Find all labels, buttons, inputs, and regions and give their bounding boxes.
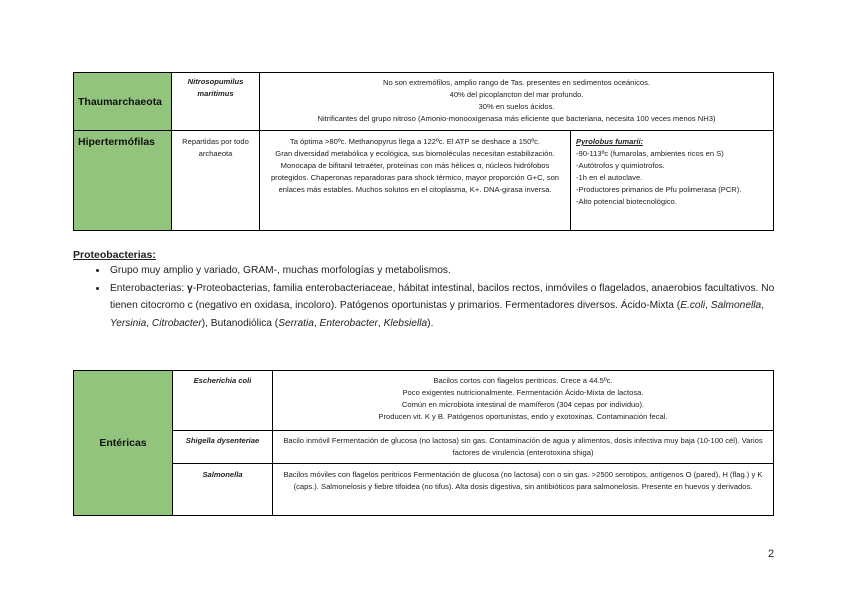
extra-line: -1h en el autoclave. bbox=[576, 173, 643, 182]
species-cell bbox=[173, 431, 273, 464]
separator: , bbox=[705, 300, 711, 311]
group-cell bbox=[74, 371, 173, 516]
group-name: Entéricas bbox=[99, 437, 147, 449]
separator: , bbox=[313, 317, 320, 329]
enterics-table bbox=[73, 370, 774, 516]
description-cell bbox=[273, 464, 774, 516]
species-salmonella: Salmonella bbox=[710, 300, 762, 311]
species-name: Escherichia coli bbox=[193, 376, 252, 385]
group-name: Hipertermófilas bbox=[78, 136, 156, 148]
table-row bbox=[74, 464, 774, 516]
bullet-text: Enterobacterias: bbox=[110, 282, 188, 294]
extra-line: -Alto potencial biotecnológico. bbox=[576, 197, 677, 206]
species-ecoli: E.coli bbox=[680, 300, 706, 311]
bullet-list bbox=[90, 262, 788, 332]
group-cell bbox=[74, 73, 172, 131]
separator: , bbox=[377, 317, 384, 329]
description-line: Producen vit. K y B. Patógenos oportunistas, endo y exotoxinas. Contaminación fecal. bbox=[378, 412, 668, 421]
species-cell bbox=[172, 73, 260, 131]
species-cell bbox=[173, 464, 273, 516]
extra-line: -Productores primarios de Pfu polimerasa (PCR). bbox=[576, 185, 742, 194]
description-cell bbox=[260, 131, 571, 231]
bullet-text: -Proteobacterias, familia enterobacteriaceae, hábitat intestinal, bacilos rectos, inmóviles o flagelados, anaerobios facultativos. No tienen citocromo c (negativo en oxidasa, incoloro). Patógenos oportunistas y primarios. Fermentadores diversos. Ácido-Mixta ( bbox=[110, 282, 775, 311]
page-number: 2 bbox=[768, 548, 775, 560]
section-title: Proteobacterias: bbox=[73, 249, 156, 261]
table-row bbox=[74, 371, 774, 431]
description-line: 40% del picoplancton del mar profundo. bbox=[449, 90, 584, 99]
bullet-text: ), Butanodiólica ( bbox=[201, 317, 279, 329]
group-cell bbox=[74, 131, 172, 231]
description-line: Monocapa de bifitanil tetraéter, proteínas con más hélices α, núcleos hidrófobos protegidos. Chaperonas reparadoras para shock térmico, mayor proporción G+C, son enlaces más estables. Muchos solutos en el citoplasma, K+. DNA-girasa inversa. bbox=[270, 161, 560, 194]
species-name: Nitrosopumilus maritimus bbox=[187, 77, 244, 98]
description-cell bbox=[260, 73, 774, 131]
species-name: Shigella dysenteriae bbox=[185, 436, 260, 445]
table-row bbox=[74, 431, 774, 464]
species-serratia: Serratia bbox=[278, 317, 314, 329]
list-item bbox=[108, 262, 788, 280]
separator: , bbox=[146, 317, 152, 329]
description-cell bbox=[273, 371, 774, 431]
description-line: No son extremófilos, amplio rango de Tas. presentes en sedimentos oceánicos. bbox=[382, 78, 651, 87]
list-item bbox=[108, 280, 788, 333]
group-name: Thaumarchaeota bbox=[78, 95, 163, 108]
description-line: Nitrificantes del grupo nitroso (Amonio-monooxigenasa más eficiente que bacteriana, necesita 100 veces menos NH3) bbox=[317, 114, 716, 123]
description-line: Ta óptima >80ºc. Methanopyrus llega a 122ºc. El ATP se deshace a 150ºc. bbox=[289, 137, 541, 146]
description-line: Bacilo inmóvil Fermentación de glucosa (no lactosa) sin gas. Contaminación de agua y alimentos, dosis infectiva muy baja (10-100 cél). Varios factores de virulencia (enterotoxina shiga) bbox=[283, 436, 763, 457]
species-citrobacter: Citrobacter bbox=[151, 317, 202, 329]
table-row bbox=[74, 131, 774, 231]
description-line: 30% en suelos ácidos. bbox=[478, 102, 555, 111]
species-name: Repartidas por todo archaeota bbox=[182, 137, 249, 158]
archaea-table bbox=[73, 72, 774, 231]
species-klebsiella: Klebsiella bbox=[383, 317, 428, 329]
species-enterobacter: Enterobacter bbox=[319, 317, 378, 329]
gamma-symbol: γ bbox=[187, 282, 193, 294]
species-name: Salmonella bbox=[202, 470, 243, 479]
description-line: Bacilos cortos con flagelos peritricos. Crece a 44.5ºc. bbox=[433, 376, 613, 385]
species-cell bbox=[172, 131, 260, 231]
extra-line: -90-113ºc (fumarolas, ambientes ricos en S) bbox=[576, 149, 724, 158]
description-line: Poco exigentes nutricionalmente. Fermentación Ácido-Mixta de lactosa. bbox=[402, 388, 644, 397]
extra-cell bbox=[571, 131, 774, 231]
extra-line: -Autótrofos y quimiotrofos. bbox=[576, 161, 665, 170]
table-row bbox=[74, 73, 774, 131]
description-line: Común en microbiota intestinal de mamíferos (304 cepas por individuo). bbox=[401, 400, 645, 409]
description-cell bbox=[273, 431, 774, 464]
description-line: Bacilos móviles con flagelos peritricos Fermentación de glucosa (no lactosa) con o sin gas. >2500 serotipos, antígenos O (pared), H (flag.) y K (caps.). Salmonelosis y fiebre tifoidea (no tifus). Alta dosis digestiva, sin antibióticos para salmonelosis. Presente en huevos y derivados. bbox=[283, 470, 763, 491]
description-line: Gran diversidad metabólica y ecológica, sus biomoléculas necesitan estabilización. bbox=[275, 149, 555, 158]
bullet-text: Grupo muy amplio y variado, GRAM-, muchas morfologías y metabolismos. bbox=[110, 265, 451, 276]
species-cell bbox=[173, 371, 273, 431]
species-yersinia: Yersinia bbox=[110, 317, 147, 329]
bullet-text: ). bbox=[427, 317, 434, 329]
separator: , bbox=[761, 300, 765, 311]
extra-title: Pyrolobus fumarii: bbox=[576, 137, 644, 146]
